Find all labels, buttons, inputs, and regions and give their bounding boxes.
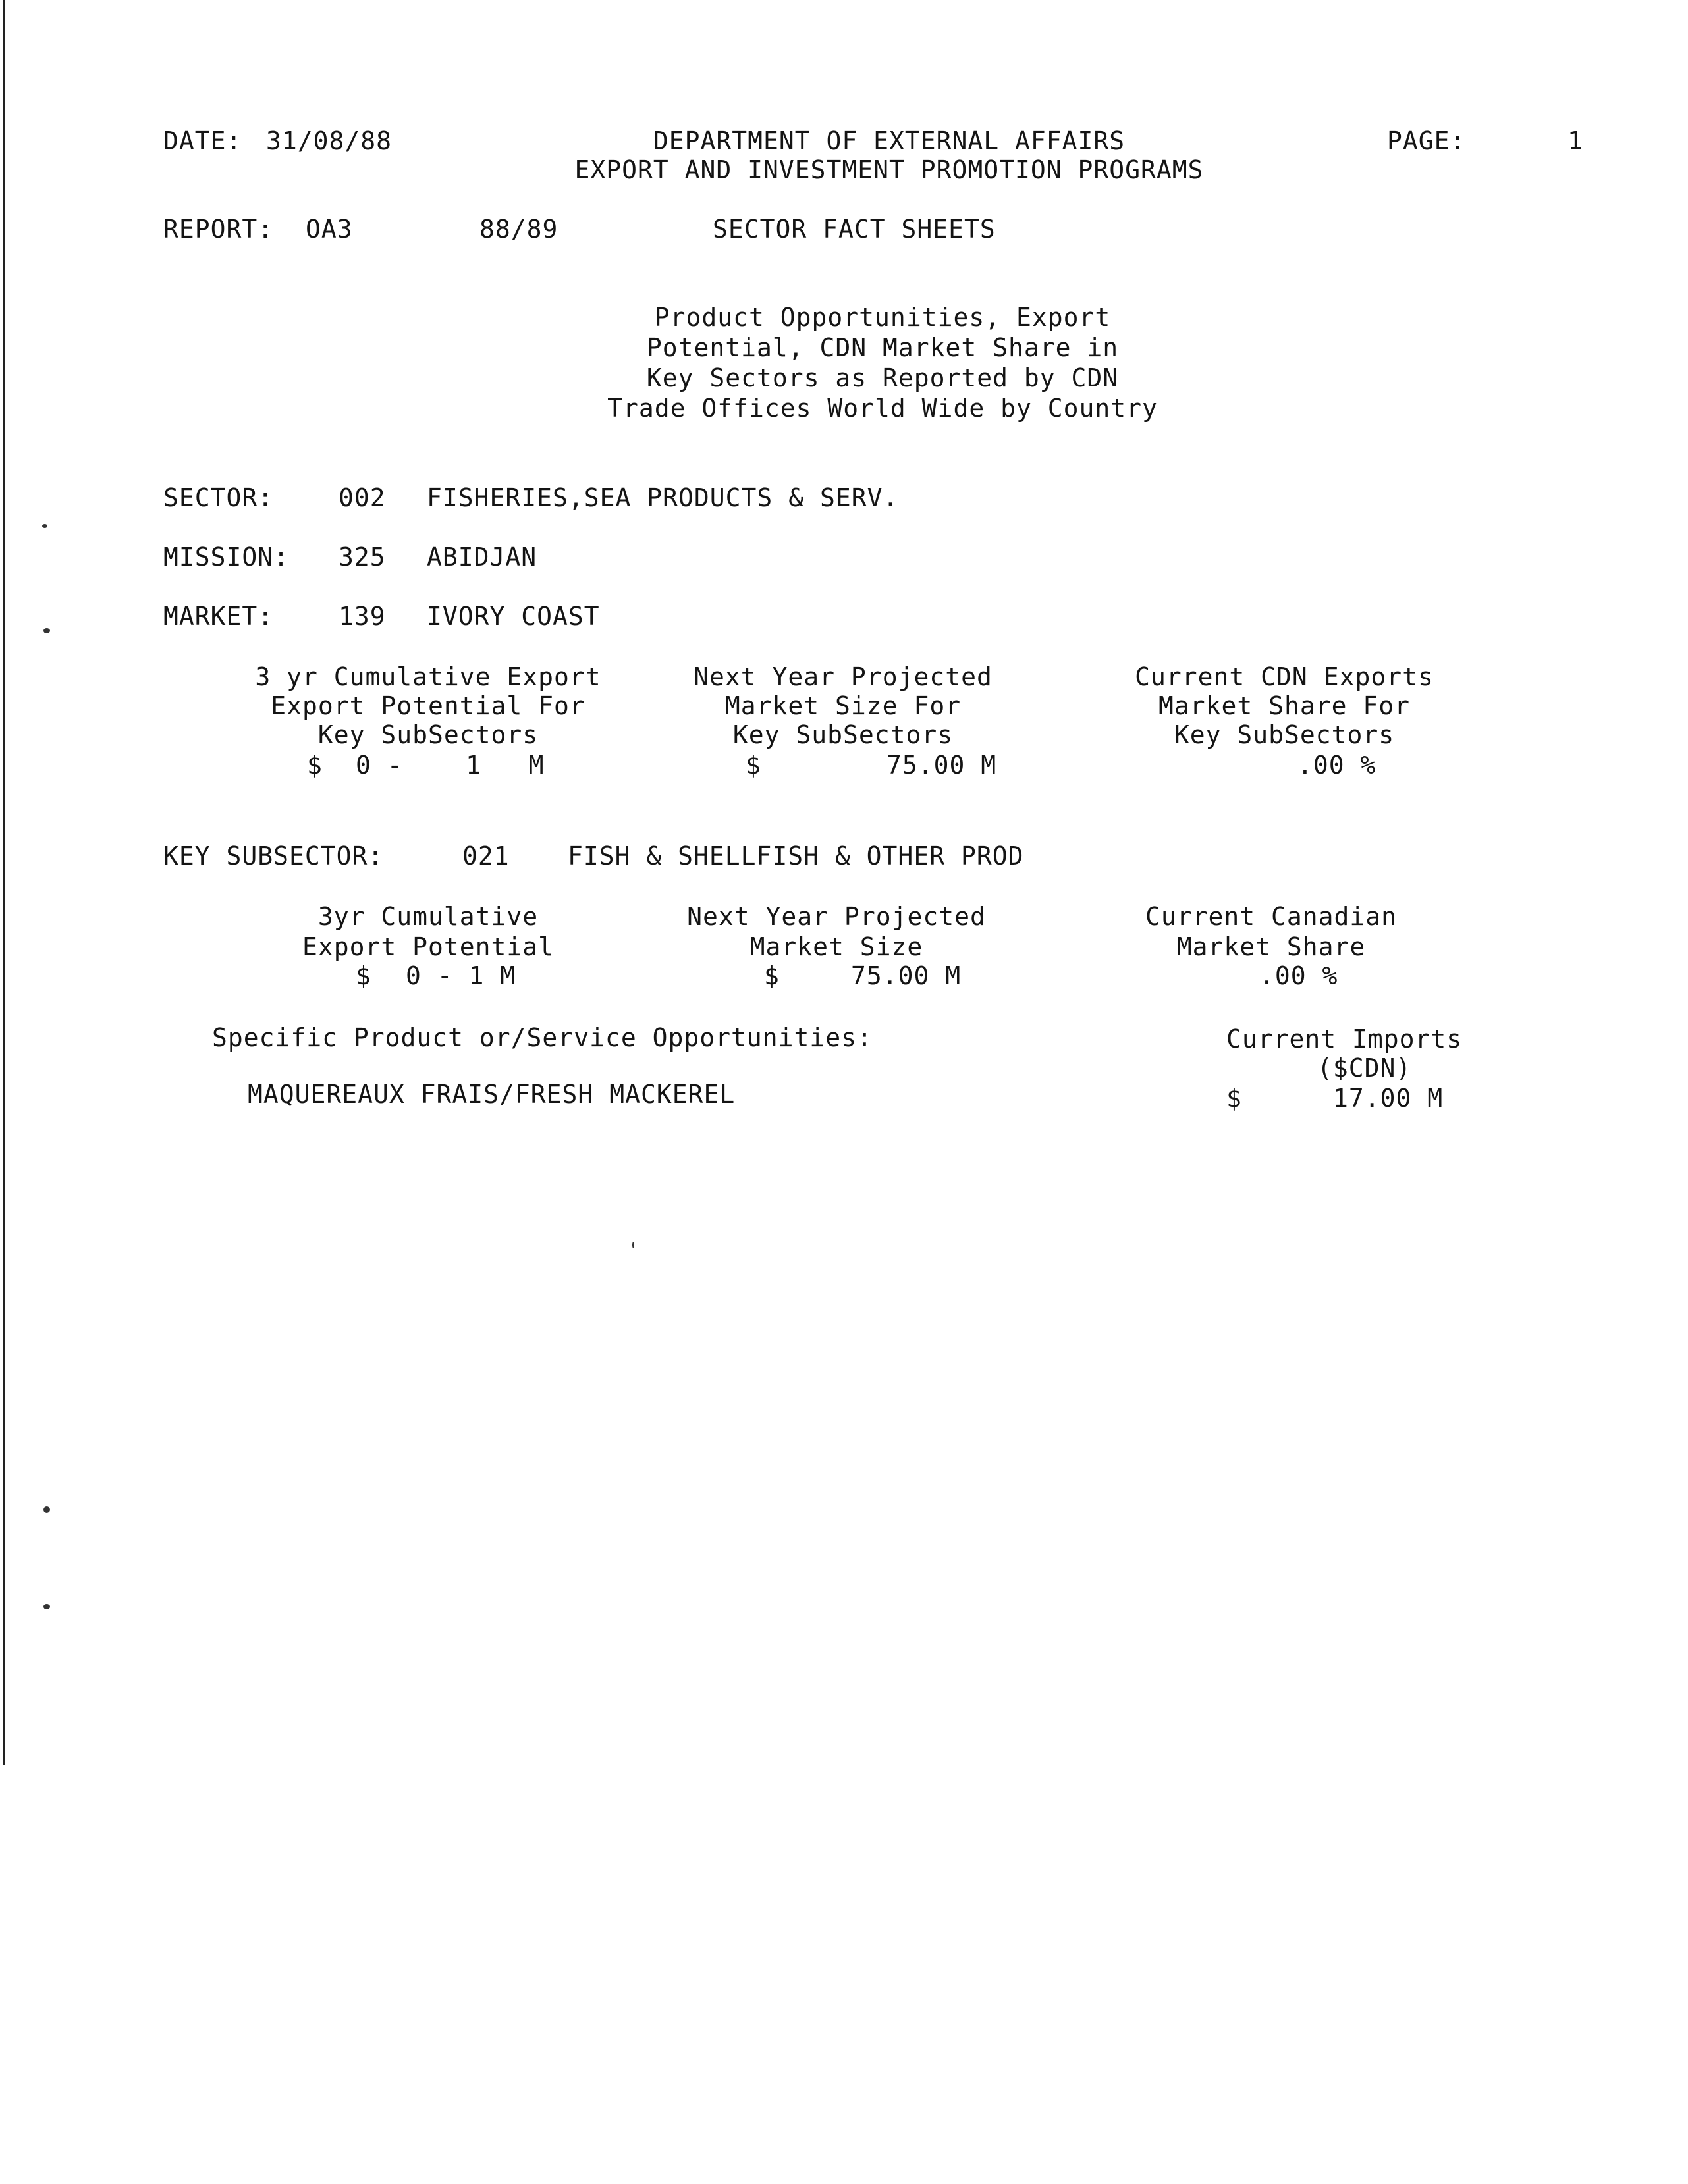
market-label: MARKET: bbox=[163, 602, 274, 631]
department-title: DEPARTMENT OF EXTERNAL AFFAIRS bbox=[653, 126, 1126, 155]
opportunities-heading: Specific Product or/Service Opportunities: bbox=[212, 1023, 873, 1052]
scan-speck bbox=[43, 1604, 50, 1609]
subsector-col1-value: 0 - 1 M bbox=[406, 961, 516, 990]
scan-speck bbox=[632, 1242, 634, 1248]
subsector-col2-value: 75.00 M bbox=[851, 961, 962, 990]
subsector-col1-heading: 3yr Cumulative bbox=[317, 902, 539, 931]
report-fiscal-year: 88/89 bbox=[479, 215, 558, 244]
summary-col1-heading: Key SubSectors bbox=[317, 720, 539, 749]
sector-name: FISHERIES,SEA PRODUCTS & SERV. bbox=[427, 483, 899, 512]
subtitle-line: Potential, CDN Market Share in bbox=[646, 333, 1119, 362]
subsector-col1-currency: $ bbox=[356, 961, 371, 990]
page-label: PAGE: bbox=[1387, 126, 1466, 155]
key-subsector-code: 021 bbox=[462, 841, 510, 870]
scan-speck bbox=[42, 524, 47, 528]
summary-col2-value: 75.00 M bbox=[886, 751, 997, 780]
subsector-col2-heading: Market Size bbox=[749, 932, 923, 961]
summary-col1-currency: $ bbox=[307, 751, 323, 780]
sector-code: 002 bbox=[339, 483, 386, 512]
summary-col3-heading: Current CDN Exports bbox=[1135, 662, 1434, 691]
summary-col3-heading: Market Share For bbox=[1158, 691, 1411, 720]
summary-col2-currency: $ bbox=[746, 751, 761, 780]
date-value: 31/08/88 bbox=[266, 126, 393, 155]
imports-unit: ($CDN) bbox=[1317, 1053, 1412, 1082]
subsector-col3-value: .00 % bbox=[1259, 961, 1338, 990]
key-subsector-name: FISH & SHELLFISH & OTHER PROD bbox=[568, 841, 1024, 870]
scan-speck bbox=[43, 1506, 50, 1513]
mission-name: ABIDJAN bbox=[427, 543, 537, 572]
scan-speck bbox=[43, 628, 50, 633]
report-title: SECTOR FACT SHEETS bbox=[713, 215, 996, 244]
summary-col3-heading: Key SubSectors bbox=[1174, 720, 1395, 749]
opportunity-product: MAQUEREAUX FRAIS/FRESH MACKEREL bbox=[248, 1080, 736, 1109]
mission-code: 325 bbox=[339, 543, 386, 572]
summary-col2-heading: Next Year Projected bbox=[694, 662, 993, 691]
subtitle-line: Key Sectors as Reported by CDN bbox=[646, 363, 1119, 392]
summary-col2-heading: Key SubSectors bbox=[732, 720, 954, 749]
report-label: REPORT: bbox=[163, 215, 274, 244]
summary-col1-value: 0 - 1 M bbox=[356, 751, 545, 780]
subsector-col3-heading: Market Share bbox=[1176, 932, 1366, 961]
subtitle-line: Product Opportunities, Export bbox=[654, 303, 1111, 332]
subsector-col3-heading: Current Canadian bbox=[1145, 902, 1398, 931]
page-number: 1 bbox=[1567, 126, 1583, 155]
subsector-col2-heading: Next Year Projected bbox=[687, 902, 986, 931]
mission-label: MISSION: bbox=[163, 543, 290, 572]
market-code: 139 bbox=[339, 602, 386, 631]
market-name: IVORY COAST bbox=[427, 602, 600, 631]
opportunity-currency: $ bbox=[1226, 1084, 1242, 1113]
summary-col1-heading: 3 yr Cumulative Export bbox=[255, 662, 601, 691]
date-label: DATE: bbox=[163, 126, 242, 155]
report-code: OA3 bbox=[306, 215, 353, 244]
imports-heading: Current Imports bbox=[1226, 1025, 1463, 1053]
opportunity-import-value: 17.00 M bbox=[1333, 1084, 1444, 1113]
page-edge-line bbox=[3, 0, 5, 1765]
key-subsector-label: KEY SUBSECTOR: bbox=[163, 841, 384, 870]
subtitle-line: Trade Offices World Wide by Country bbox=[607, 394, 1158, 423]
program-title: EXPORT AND INVESTMENT PROMOTION PROGRAMS bbox=[574, 155, 1204, 184]
sector-label: SECTOR: bbox=[163, 483, 274, 512]
summary-col3-value: .00 % bbox=[1297, 751, 1376, 780]
subsector-col1-heading: Export Potential bbox=[302, 932, 555, 961]
summary-col2-heading: Market Size For bbox=[724, 691, 962, 720]
summary-col1-heading: Export Potential For bbox=[271, 691, 585, 720]
subsector-col2-currency: $ bbox=[764, 961, 780, 990]
